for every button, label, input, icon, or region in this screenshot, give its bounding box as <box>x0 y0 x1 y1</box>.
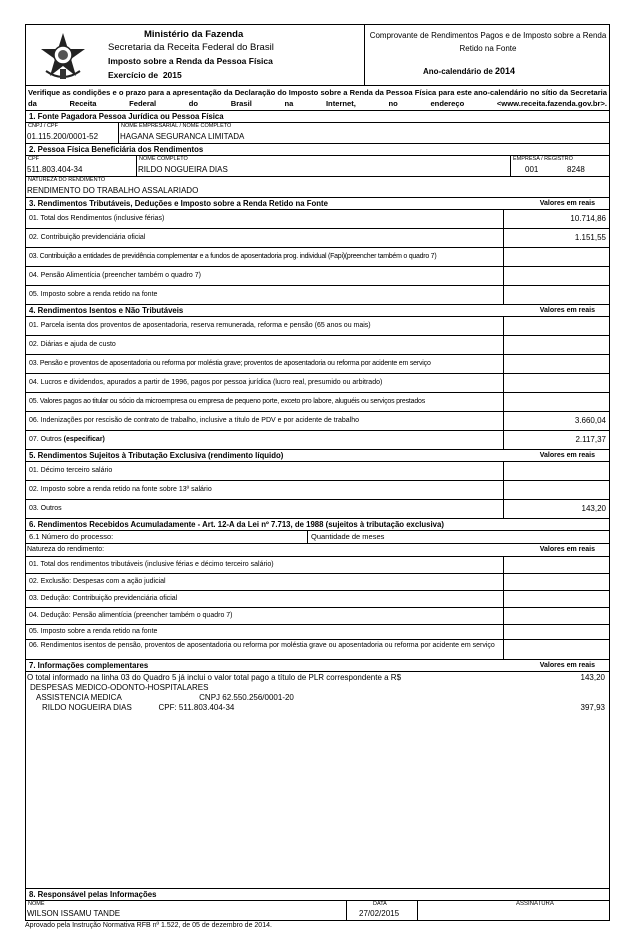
registro-value: 8248 <box>567 165 585 174</box>
section3-rows <box>25 210 610 305</box>
anocal-label: Ano-calendário de <box>423 67 493 76</box>
date-field <box>347 901 418 920</box>
info-line: O total informado na linha 03 do Quadro 5 já inclui o valor total pago a título de PLR correspondente a R$ <box>27 673 402 682</box>
table-row <box>25 462 610 481</box>
table-row <box>25 267 610 286</box>
section4-rows <box>25 317 610 450</box>
row-value: 3.660,04 <box>574 416 606 425</box>
row-value <box>504 248 609 266</box>
table-row <box>25 286 610 305</box>
processo-label: 6.1 Número do processo: <box>26 531 308 543</box>
row-value <box>504 393 609 411</box>
anocal-year: 2014 <box>495 66 516 76</box>
info-value: 143,20 <box>580 673 605 682</box>
info-line: RILDO NOGUEIRA DIAS CPF: 511.803.404-34 <box>42 703 235 712</box>
row-label: 01. Total dos rendimentos tributáveis (inclusive férias e décimo terceiro salário) <box>26 557 504 573</box>
processo-row <box>25 531 610 544</box>
section1-fields <box>25 123 610 144</box>
info-value: 397,93 <box>580 703 605 712</box>
table-row <box>25 608 610 625</box>
natureza-field <box>26 177 609 197</box>
responsible-name-field <box>26 901 347 920</box>
row-value <box>504 574 609 590</box>
row-label: 02. Diárias e ajuda de custo <box>26 336 504 354</box>
row-value <box>504 355 609 373</box>
row-value <box>504 267 609 285</box>
table-row <box>25 374 610 393</box>
section7-title-text: 7. Informações complementares <box>29 661 149 670</box>
row-label: 03. Dedução: Contribuição previdenciária oficial <box>26 591 504 607</box>
complementary-info-box <box>25 672 610 889</box>
section5-title-text: 5. Rendimentos Sujeitos à Tributação Exclusiva (rendimento líquido) <box>29 451 284 460</box>
row-value <box>504 608 609 624</box>
section1-title <box>25 111 610 123</box>
table-row <box>25 591 610 608</box>
footer-approval-note: Aprovado pela Instrução Normativa RFB nº 1.522, de 05 de dezembro de 2014. <box>25 922 272 929</box>
date-caption: DATA <box>373 901 387 907</box>
row-label: 02. Exclusão: Despesas com a ação judicial <box>26 574 504 590</box>
cnpj-caption: CNPJ / CPF <box>28 123 58 129</box>
table-row <box>25 317 610 336</box>
beneficiary-name-caption: NOME COMPLETO <box>139 156 188 162</box>
section3-title-text: 3. Rendimentos Tributáveis, Deduções e Imposto sobre a Renda Retido na Fonte <box>29 199 328 208</box>
table-row <box>25 431 610 450</box>
table-row <box>25 393 610 412</box>
row-label-extra: (especificar) <box>63 436 105 443</box>
row-value <box>504 374 609 392</box>
row-label: 02. Contribuição previdenciária oficial <box>26 229 504 247</box>
section5-title <box>25 450 610 462</box>
info-line: DESPESAS MEDICO-ODONTO-HOSPITALARES <box>30 683 209 692</box>
row-value <box>504 640 609 659</box>
table-row <box>25 210 610 229</box>
row-value <box>504 625 609 639</box>
values-header: Valores em reais <box>539 307 595 314</box>
row-value <box>504 557 609 573</box>
table-row <box>25 500 610 519</box>
exercicio-label: Exercício de <box>108 70 159 80</box>
row-label: 04. Pensão Alimentícia (preencher também o quadro 7) <box>26 267 504 285</box>
row-value: 10.714,86 <box>570 214 606 223</box>
values-header: Valores em reais <box>539 452 595 459</box>
table-row <box>25 574 610 591</box>
payer-name-caption: NOME EMPRESARIAL / NOME COMPLETO <box>121 123 232 129</box>
section8-title-text: 8. Responsável pelas Informações <box>29 890 157 899</box>
comprovante-title: Comprovante de Rendimentos Pagos e de Imposto sobre a Renda Retido na Fonte <box>369 31 607 53</box>
meses-label: Quantidade de meses <box>311 532 385 541</box>
section4-title <box>25 305 610 317</box>
row-label-text: 07. Outros <box>29 436 62 443</box>
header-right <box>365 25 609 85</box>
cpf-caption: CPF <box>28 156 39 162</box>
responsible-name-caption: NOME <box>28 901 45 907</box>
cpf-value: 511.803.404-34 <box>27 165 83 174</box>
row-label: 05. Valores pagos ao titular ou sócio da microempresa ou empresa de pequeno porte, exceto pro labore, aluguéis ou serviços prestados <box>26 393 504 411</box>
natureza6-label: Natureza do rendimento: <box>27 546 105 553</box>
section6-title <box>25 519 610 531</box>
table-row <box>25 481 610 500</box>
responsible-name-value: WILSON ISSAMU TANDE <box>27 909 121 918</box>
date-value: 27/02/2015 <box>359 909 400 918</box>
row-value: 1.151,55 <box>574 233 606 242</box>
row-value <box>504 286 609 304</box>
cpf-field <box>26 156 137 176</box>
cnpj-field <box>26 123 119 143</box>
header-left <box>26 25 365 85</box>
row-label: 04. Dedução: Pensão alimentícia (preencher também o quadro 7) <box>26 608 504 624</box>
row-label: 02. Imposto sobre a renda retido na fonte sobre 13º salário <box>26 481 504 499</box>
row-label: 01. Décimo terceiro salário <box>26 462 504 480</box>
section4-title-text: 4. Rendimentos Isentos e Não Tributáveis <box>29 306 184 315</box>
section2-title <box>25 144 610 156</box>
payer-name-value: HAGANA SEGURANCA LIMITADA <box>120 132 245 141</box>
row-value <box>504 481 609 499</box>
empresa-value: 001 <box>525 165 539 174</box>
row-label: 03. Pensão e proventos de aposentadoria ou reforma por moléstia grave; proventos de aposentadoria ou reforma por acidente em serviço <box>26 355 504 373</box>
section6-rows <box>25 557 610 660</box>
row-label: 06. Indenizações por rescisão de contrato de trabalho, inclusive a título de PDV e por acidente de trabalho <box>26 412 504 430</box>
natureza-caption: NATUREZA DO RENDIMENTO <box>28 177 106 183</box>
table-row <box>25 557 610 574</box>
natureza-value: RENDIMENTO DO TRABALHO ASSALARIADO <box>27 186 199 195</box>
table-row <box>25 625 610 640</box>
section5-rows <box>25 462 610 519</box>
row-value <box>504 317 609 335</box>
section8-title <box>25 889 610 901</box>
imposto-title: Imposto sobre a Renda da Pessoa Física <box>108 56 273 66</box>
exercicio-year: 2015 <box>162 70 182 80</box>
values-header: Valores em reais <box>539 662 595 669</box>
row-label: 05. Imposto sobre a renda retido na fonte <box>26 625 504 639</box>
row-label: 03. Outros <box>26 500 504 518</box>
payer-name-field <box>119 123 609 143</box>
row-label: 01. Total dos Rendimentos (inclusive férias) <box>26 210 504 228</box>
cnpj-value: 01.115.200/0001-52 <box>27 132 99 141</box>
row-label: 06. Rendimentos isentos de pensão, proventos de aposentadoria ou reforma por moléstia grave ou aposentadoria ou reforma por acidente em serviço <box>26 640 504 659</box>
section2-fields <box>25 156 610 177</box>
verify-notice: Verifique as condições e o prazo para a apresentação da Declaração do Imposto sobre a Renda da Pessoa Física para este ano-calendário no sítio da Secretaria da Receita Federal do Brasil na Internet, no endereço <www.receita.fazenda.gov.br>. <box>25 86 610 111</box>
ano-calendario <box>423 66 515 76</box>
section6-title-text: 6. Rendimentos Recebidos Acumuladamente - Art. 12-A da Lei nº 7.713, de 1988 (sujeitos à tributação exclusiva) <box>29 520 444 529</box>
table-row <box>25 355 610 374</box>
table-row <box>25 640 610 660</box>
row-label: 04. Lucros e dividendos, apurados a partir de 1996, pagos por pessoa jurídica (lucro real, presumido ou arbitrado) <box>26 374 504 392</box>
coat-of-arms-icon <box>38 31 88 81</box>
section2-title-text: 2. Pessoa Física Beneficiária dos Rendimentos <box>29 145 204 154</box>
empresa-registro-field <box>511 156 609 176</box>
info-line: ASSISTENCIA MEDICA CNPJ 62.550.256/0001-20 <box>36 693 294 702</box>
row-label: 01. Parcela isenta dos proventos de aposentadoria, reserva remunerada, reforma e pensão (65 anos ou mais) <box>26 317 504 335</box>
income-statement-form <box>25 24 610 929</box>
values-header: Valores em reais <box>539 546 595 553</box>
section3-title <box>25 198 610 210</box>
row-value: 143,20 <box>581 504 606 513</box>
section7-title <box>25 660 610 672</box>
table-row <box>25 248 610 267</box>
row-label: 03. Contribuição a entidades de previdência complementar e a fundos de aposentadoria prog. individual (Fapi)(preencher também o quadro 7) <box>26 248 504 266</box>
table-row <box>25 336 610 355</box>
empresa-caption: EMPRESA / REGISTRO <box>513 156 573 162</box>
row-value: 2.117,37 <box>575 435 606 444</box>
row-label: 05. Imposto sobre a renda retido na fonte <box>26 286 504 304</box>
row-value <box>504 462 609 480</box>
section8-fields <box>25 901 610 921</box>
signature-caption: ASSINATURA <box>516 901 554 907</box>
section1-title-text: 1. Fonte Pagadora Pessoa Jurídica ou Pessoa Física <box>29 112 224 121</box>
beneficiary-name-value: RILDO NOGUEIRA DIAS <box>138 165 228 174</box>
beneficiary-name-field <box>137 156 511 176</box>
ministry-title: Ministério da Fazenda <box>144 29 244 40</box>
table-row <box>25 412 610 431</box>
natureza6-row <box>25 544 610 557</box>
row-value <box>504 336 609 354</box>
signature-field <box>418 901 609 920</box>
exercicio <box>108 70 182 80</box>
natureza-field-row <box>25 177 610 198</box>
form-header <box>25 24 610 86</box>
row-value <box>504 591 609 607</box>
row-label <box>26 431 504 449</box>
table-row <box>25 229 610 248</box>
secretaria-title: Secretaria da Receita Federal do Brasil <box>108 42 274 53</box>
values-header: Valores em reais <box>539 200 595 207</box>
